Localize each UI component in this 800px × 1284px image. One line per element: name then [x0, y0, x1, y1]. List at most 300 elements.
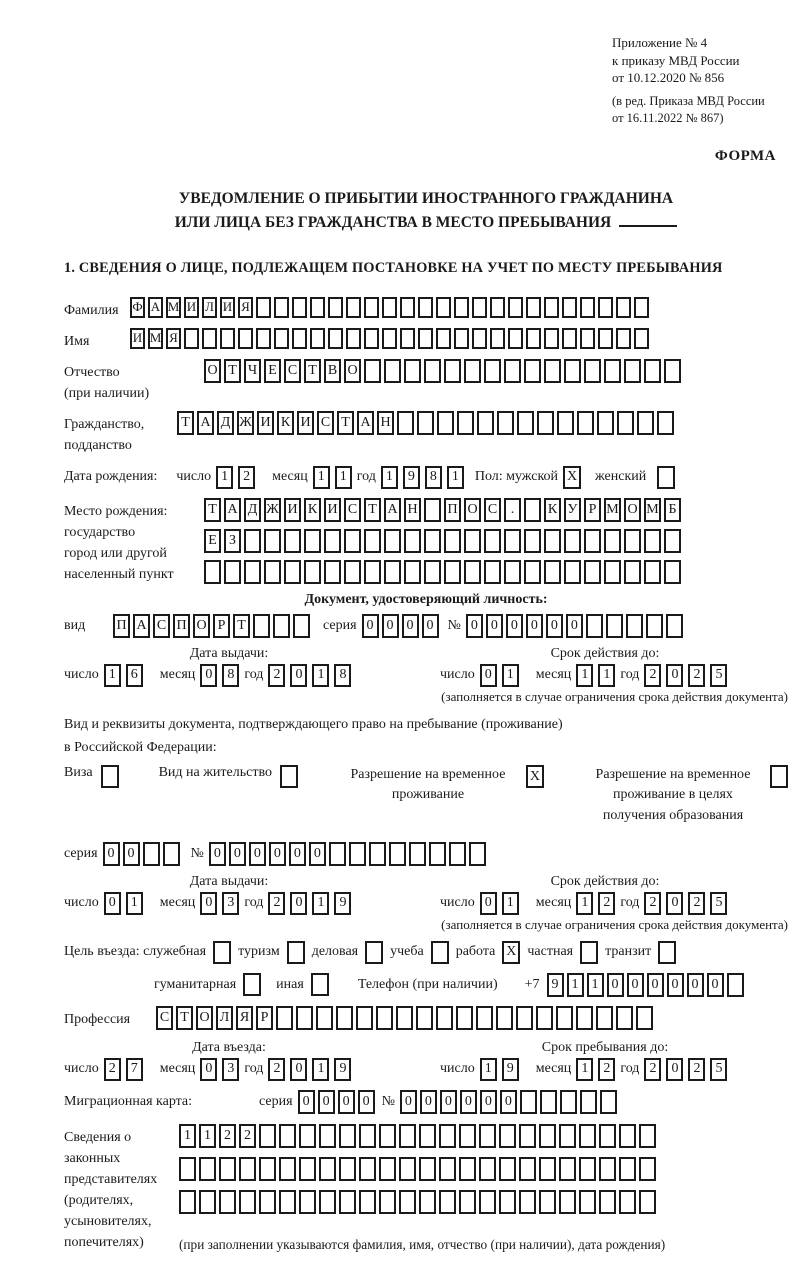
char-box[interactable]	[484, 560, 501, 584]
char-box[interactable]: О	[344, 359, 361, 383]
char-box[interactable]: 0	[200, 664, 217, 687]
char-box[interactable]	[419, 1157, 436, 1181]
char-box[interactable]	[504, 359, 521, 383]
char-box[interactable]: 9	[547, 973, 564, 997]
char-box[interactable]: 0	[400, 1090, 417, 1114]
char-box[interactable]	[544, 529, 561, 553]
char-box[interactable]	[544, 359, 561, 383]
char-box[interactable]: Т	[176, 1006, 193, 1030]
char-box[interactable]	[259, 1157, 276, 1181]
char-box[interactable]: 2	[104, 1058, 121, 1081]
char-box[interactable]	[256, 297, 271, 318]
char-box[interactable]	[344, 560, 361, 584]
char-box[interactable]	[259, 1124, 276, 1148]
char-box[interactable]	[556, 1006, 573, 1030]
char-box[interactable]	[319, 1157, 336, 1181]
char-box[interactable]	[600, 1090, 617, 1114]
char-box[interactable]	[304, 529, 321, 553]
char-box[interactable]	[519, 1190, 536, 1214]
char-box[interactable]	[310, 297, 325, 318]
char-box[interactable]: 2	[238, 466, 255, 489]
char-box[interactable]: 3	[222, 892, 239, 915]
char-box[interactable]: 2	[268, 892, 285, 915]
char-box[interactable]	[273, 614, 290, 638]
char-box[interactable]	[299, 1190, 316, 1214]
char-box[interactable]	[599, 1124, 616, 1148]
char-box[interactable]: 0	[229, 842, 246, 866]
char-box[interactable]	[364, 560, 381, 584]
char-box[interactable]	[644, 359, 661, 383]
char-box[interactable]: К	[304, 498, 321, 522]
char-box[interactable]: 0	[269, 842, 286, 866]
char-box[interactable]	[324, 529, 341, 553]
char-box[interactable]: 0	[460, 1090, 477, 1114]
char-box[interactable]	[619, 1157, 636, 1181]
char-box[interactable]: Р	[584, 498, 601, 522]
char-box[interactable]: Ж	[237, 411, 254, 435]
char-box[interactable]	[539, 1124, 556, 1148]
char-box[interactable]	[519, 1157, 536, 1181]
char-box[interactable]: Т	[204, 498, 221, 522]
char-box[interactable]	[436, 1006, 453, 1030]
char-box[interactable]	[562, 297, 577, 318]
char-box[interactable]	[537, 411, 554, 435]
char-box[interactable]	[399, 1157, 416, 1181]
char-box[interactable]	[664, 529, 681, 553]
char-box[interactable]	[604, 359, 621, 383]
char-box[interactable]: С	[484, 498, 501, 522]
char-box[interactable]	[376, 1006, 393, 1030]
char-box[interactable]: 0	[506, 614, 523, 638]
char-box[interactable]	[524, 498, 541, 522]
char-box[interactable]	[299, 1124, 316, 1148]
char-box[interactable]	[524, 529, 541, 553]
char-box[interactable]: 0	[209, 842, 226, 866]
char-box[interactable]: 1	[480, 1058, 497, 1081]
char-box[interactable]	[596, 1006, 613, 1030]
char-box[interactable]: Р	[256, 1006, 273, 1030]
sex-female-checkbox[interactable]	[657, 466, 675, 489]
char-box[interactable]: 1	[502, 892, 519, 915]
purpose-transit-checkbox[interactable]	[658, 941, 676, 964]
char-box[interactable]: 2	[644, 664, 661, 687]
char-box[interactable]	[598, 328, 613, 349]
char-box[interactable]: А	[197, 411, 214, 435]
char-box[interactable]	[379, 1157, 396, 1181]
char-box[interactable]	[564, 560, 581, 584]
char-box[interactable]	[400, 328, 415, 349]
char-box[interactable]: 0	[309, 842, 326, 866]
char-box[interactable]	[497, 411, 514, 435]
char-box[interactable]	[456, 1006, 473, 1030]
char-box[interactable]	[184, 328, 199, 349]
char-box[interactable]	[576, 1006, 593, 1030]
char-box[interactable]: 0	[486, 614, 503, 638]
char-box[interactable]	[444, 529, 461, 553]
char-box[interactable]: М	[644, 498, 661, 522]
char-box[interactable]: 0	[666, 1058, 683, 1081]
char-box[interactable]	[339, 1124, 356, 1148]
char-box[interactable]	[479, 1157, 496, 1181]
char-box[interactable]: 0	[104, 892, 121, 915]
char-box[interactable]: 9	[334, 892, 351, 915]
purpose-business-checkbox[interactable]	[365, 941, 383, 964]
char-box[interactable]	[324, 560, 341, 584]
char-box[interactable]: 5	[710, 892, 727, 915]
char-box[interactable]: 1	[381, 466, 398, 489]
char-box[interactable]	[657, 411, 674, 435]
char-box[interactable]: 0	[420, 1090, 437, 1114]
char-box[interactable]: 0	[362, 614, 379, 638]
char-box[interactable]: 0	[480, 892, 497, 915]
char-box[interactable]: 2	[688, 664, 705, 687]
char-box[interactable]: С	[153, 614, 170, 638]
char-box[interactable]: Ф	[130, 297, 145, 318]
char-box[interactable]	[599, 1190, 616, 1214]
char-box[interactable]	[292, 297, 307, 318]
char-box[interactable]: 5	[710, 664, 727, 687]
char-box[interactable]	[256, 328, 271, 349]
char-box[interactable]: 0	[627, 973, 644, 997]
char-box[interactable]: Т	[364, 498, 381, 522]
char-box[interactable]	[259, 1190, 276, 1214]
char-box[interactable]	[238, 328, 253, 349]
char-box[interactable]: 0	[647, 973, 664, 997]
char-box[interactable]: А	[148, 297, 163, 318]
char-box[interactable]	[517, 411, 534, 435]
char-box[interactable]: Я	[238, 297, 253, 318]
char-box[interactable]	[397, 411, 414, 435]
char-box[interactable]	[389, 842, 406, 866]
char-box[interactable]	[624, 560, 641, 584]
temp-residence-edu-checkbox[interactable]	[770, 765, 788, 788]
char-box[interactable]	[436, 328, 451, 349]
char-box[interactable]	[418, 328, 433, 349]
char-box[interactable]: 1	[576, 1058, 593, 1081]
char-box[interactable]	[279, 1190, 296, 1214]
char-box[interactable]	[369, 842, 386, 866]
char-box[interactable]	[490, 297, 505, 318]
char-box[interactable]	[559, 1124, 576, 1148]
purpose-study-checkbox[interactable]	[431, 941, 449, 964]
char-box[interactable]: 0	[290, 1058, 307, 1081]
char-box[interactable]	[449, 842, 466, 866]
char-box[interactable]	[479, 1190, 496, 1214]
char-box[interactable]	[472, 297, 487, 318]
char-box[interactable]	[539, 1157, 556, 1181]
char-box[interactable]: И	[257, 411, 274, 435]
char-box[interactable]: Т	[177, 411, 194, 435]
char-box[interactable]: 0	[290, 664, 307, 687]
char-box[interactable]: .	[504, 498, 521, 522]
char-box[interactable]	[359, 1157, 376, 1181]
char-box[interactable]: М	[148, 328, 163, 349]
char-box[interactable]: 1	[104, 664, 121, 687]
char-box[interactable]	[454, 297, 469, 318]
char-box[interactable]	[626, 614, 643, 638]
char-box[interactable]: З	[224, 529, 241, 553]
char-box[interactable]	[579, 1124, 596, 1148]
char-box[interactable]: 0	[290, 892, 307, 915]
char-box[interactable]	[224, 560, 241, 584]
char-box[interactable]: К	[277, 411, 294, 435]
char-box[interactable]	[204, 560, 221, 584]
char-box[interactable]	[508, 297, 523, 318]
char-box[interactable]: И	[220, 297, 235, 318]
char-box[interactable]	[384, 560, 401, 584]
char-box[interactable]	[544, 560, 561, 584]
char-box[interactable]: 2	[598, 892, 615, 915]
char-box[interactable]	[519, 1124, 536, 1148]
char-box[interactable]: 2	[688, 892, 705, 915]
char-box[interactable]	[560, 1090, 577, 1114]
char-box[interactable]: 0	[526, 614, 543, 638]
char-box[interactable]: 1	[587, 973, 604, 997]
char-box[interactable]: 0	[466, 614, 483, 638]
char-box[interactable]: 2	[268, 664, 285, 687]
char-box[interactable]: 2	[268, 1058, 285, 1081]
char-box[interactable]: М	[604, 498, 621, 522]
char-box[interactable]: Т	[224, 359, 241, 383]
char-box[interactable]	[666, 614, 683, 638]
char-box[interactable]	[472, 328, 487, 349]
char-box[interactable]: О	[204, 359, 221, 383]
char-box[interactable]	[579, 1157, 596, 1181]
char-box[interactable]	[328, 328, 343, 349]
char-box[interactable]: А	[133, 614, 150, 638]
char-box[interactable]: Т	[233, 614, 250, 638]
char-box[interactable]	[584, 560, 601, 584]
char-box[interactable]: 1	[179, 1124, 196, 1148]
char-box[interactable]	[304, 560, 321, 584]
char-box[interactable]: И	[184, 297, 199, 318]
char-box[interactable]: 0	[480, 664, 497, 687]
char-box[interactable]	[526, 297, 541, 318]
char-box[interactable]: Н	[377, 411, 394, 435]
char-box[interactable]	[336, 1006, 353, 1030]
char-box[interactable]	[637, 411, 654, 435]
char-box[interactable]	[584, 529, 601, 553]
char-box[interactable]: 1	[502, 664, 519, 687]
char-box[interactable]: 0	[298, 1090, 315, 1114]
purpose-other-checkbox[interactable]	[311, 973, 329, 996]
char-box[interactable]	[364, 297, 379, 318]
purpose-official-checkbox[interactable]	[213, 941, 231, 964]
char-box[interactable]: 9	[403, 466, 420, 489]
char-box[interactable]	[579, 1190, 596, 1214]
char-box[interactable]	[597, 411, 614, 435]
char-box[interactable]	[274, 328, 289, 349]
char-box[interactable]: 0	[200, 892, 217, 915]
char-box[interactable]	[424, 560, 441, 584]
char-box[interactable]: А	[224, 498, 241, 522]
char-box[interactable]: 0	[289, 842, 306, 866]
char-box[interactable]	[264, 560, 281, 584]
char-box[interactable]	[404, 529, 421, 553]
char-box[interactable]	[616, 297, 631, 318]
char-box[interactable]: 0	[249, 842, 266, 866]
char-box[interactable]	[274, 297, 289, 318]
char-box[interactable]: Я	[166, 328, 181, 349]
char-box[interactable]: 1	[199, 1124, 216, 1148]
char-box[interactable]	[479, 1124, 496, 1148]
char-box[interactable]	[516, 1006, 533, 1030]
char-box[interactable]: 0	[480, 1090, 497, 1114]
char-box[interactable]	[384, 529, 401, 553]
char-box[interactable]	[604, 529, 621, 553]
char-box[interactable]	[279, 1124, 296, 1148]
char-box[interactable]	[580, 1090, 597, 1114]
char-box[interactable]	[564, 529, 581, 553]
char-box[interactable]: П	[113, 614, 130, 638]
char-box[interactable]: 5	[710, 1058, 727, 1081]
char-box[interactable]	[646, 614, 663, 638]
char-box[interactable]	[439, 1157, 456, 1181]
char-box[interactable]	[219, 1190, 236, 1214]
char-box[interactable]	[253, 614, 270, 638]
char-box[interactable]: Я	[236, 1006, 253, 1030]
char-box[interactable]	[444, 359, 461, 383]
char-box[interactable]: Т	[337, 411, 354, 435]
char-box[interactable]	[436, 297, 451, 318]
char-box[interactable]	[586, 614, 603, 638]
char-box[interactable]	[424, 359, 441, 383]
char-box[interactable]	[504, 560, 521, 584]
char-box[interactable]: 0	[500, 1090, 517, 1114]
char-box[interactable]	[418, 297, 433, 318]
char-box[interactable]: 0	[566, 614, 583, 638]
char-box[interactable]	[490, 328, 505, 349]
char-box[interactable]: 1	[312, 1058, 329, 1081]
char-box[interactable]	[349, 842, 366, 866]
char-box[interactable]: 1	[598, 664, 615, 687]
char-box[interactable]: 8	[334, 664, 351, 687]
char-box[interactable]: 1	[576, 664, 593, 687]
char-box[interactable]: О	[196, 1006, 213, 1030]
char-box[interactable]	[520, 1090, 537, 1114]
char-box[interactable]	[244, 560, 261, 584]
char-box[interactable]	[484, 529, 501, 553]
char-box[interactable]	[399, 1124, 416, 1148]
char-box[interactable]	[299, 1157, 316, 1181]
char-box[interactable]	[296, 1006, 313, 1030]
char-box[interactable]: 2	[598, 1058, 615, 1081]
char-box[interactable]: 0	[707, 973, 724, 997]
char-box[interactable]	[346, 328, 361, 349]
char-box[interactable]: 0	[546, 614, 563, 638]
char-box[interactable]	[469, 842, 486, 866]
char-box[interactable]	[639, 1190, 656, 1214]
char-box[interactable]	[417, 411, 434, 435]
char-box[interactable]: О	[193, 614, 210, 638]
char-box[interactable]: 0	[318, 1090, 335, 1114]
char-box[interactable]	[364, 359, 381, 383]
char-box[interactable]	[524, 560, 541, 584]
char-box[interactable]: 0	[667, 973, 684, 997]
char-box[interactable]	[664, 359, 681, 383]
char-box[interactable]	[559, 1157, 576, 1181]
char-box[interactable]: Т	[304, 359, 321, 383]
char-box[interactable]	[179, 1157, 196, 1181]
char-box[interactable]	[400, 297, 415, 318]
char-box[interactable]	[580, 328, 595, 349]
char-box[interactable]	[634, 328, 649, 349]
char-box[interactable]	[219, 1157, 236, 1181]
char-box[interactable]: 1	[312, 664, 329, 687]
char-box[interactable]: 1	[447, 466, 464, 489]
char-box[interactable]: Н	[404, 498, 421, 522]
char-box[interactable]: И	[284, 498, 301, 522]
char-box[interactable]	[464, 359, 481, 383]
char-box[interactable]: 6	[126, 664, 143, 687]
char-box[interactable]	[644, 560, 661, 584]
char-box[interactable]	[619, 1124, 636, 1148]
purpose-private-checkbox[interactable]	[580, 941, 598, 964]
char-box[interactable]: Л	[202, 297, 217, 318]
char-box[interactable]: И	[130, 328, 145, 349]
char-box[interactable]: 1	[216, 466, 233, 489]
char-box[interactable]	[604, 560, 621, 584]
char-box[interactable]: О	[624, 498, 641, 522]
char-box[interactable]	[319, 1190, 336, 1214]
char-box[interactable]	[599, 1157, 616, 1181]
char-box[interactable]	[606, 614, 623, 638]
char-box[interactable]: 0	[103, 842, 120, 866]
char-box[interactable]	[557, 411, 574, 435]
char-box[interactable]	[616, 328, 631, 349]
char-box[interactable]: 0	[123, 842, 140, 866]
char-box[interactable]	[544, 328, 559, 349]
char-box[interactable]	[536, 1006, 553, 1030]
char-box[interactable]	[524, 359, 541, 383]
char-box[interactable]	[617, 411, 634, 435]
char-box[interactable]	[382, 297, 397, 318]
char-box[interactable]: 2	[219, 1124, 236, 1148]
char-box[interactable]	[639, 1124, 656, 1148]
char-box[interactable]	[329, 842, 346, 866]
char-box[interactable]	[636, 1006, 653, 1030]
char-box[interactable]	[416, 1006, 433, 1030]
char-box[interactable]	[439, 1124, 456, 1148]
char-box[interactable]: 1	[126, 892, 143, 915]
char-box[interactable]: Р	[213, 614, 230, 638]
char-box[interactable]	[624, 359, 641, 383]
char-box[interactable]: 1	[567, 973, 584, 997]
char-box[interactable]: А	[384, 498, 401, 522]
char-box[interactable]	[244, 529, 261, 553]
char-box[interactable]	[644, 529, 661, 553]
char-box[interactable]	[508, 328, 523, 349]
char-box[interactable]: 0	[666, 892, 683, 915]
char-box[interactable]: Е	[204, 529, 221, 553]
char-box[interactable]: 9	[502, 1058, 519, 1081]
char-box[interactable]: И	[324, 498, 341, 522]
char-box[interactable]	[459, 1190, 476, 1214]
char-box[interactable]	[459, 1157, 476, 1181]
char-box[interactable]	[577, 411, 594, 435]
char-box[interactable]: И	[297, 411, 314, 435]
char-box[interactable]	[316, 1006, 333, 1030]
char-box[interactable]: Л	[216, 1006, 233, 1030]
char-box[interactable]	[359, 1124, 376, 1148]
char-box[interactable]	[634, 297, 649, 318]
char-box[interactable]	[364, 328, 379, 349]
char-box[interactable]	[284, 560, 301, 584]
char-box[interactable]: 0	[200, 1058, 217, 1081]
char-box[interactable]: С	[344, 498, 361, 522]
char-box[interactable]: 3	[222, 1058, 239, 1081]
char-box[interactable]	[396, 1006, 413, 1030]
